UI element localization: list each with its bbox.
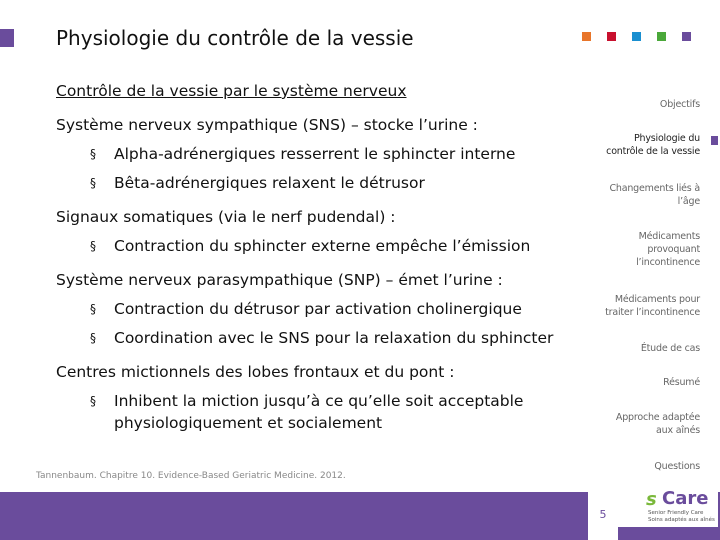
bullet-item [56, 172, 596, 194]
section-heading: Système nerveux sympathique (SNS) – stocke l’urine : [56, 116, 478, 134]
nav-item-approche[interactable]: Approche adaptée aux aînés [615, 412, 700, 436]
square-blue [632, 32, 641, 41]
bullet-marker: § [90, 239, 96, 253]
bullet-item [56, 390, 596, 434]
bullet-item [56, 143, 596, 165]
bullet-text: Coordination avec le SNS pour la relaxation du sphincter [114, 329, 554, 347]
bullet-text: Contraction du sphincter externe empêche l’émission [114, 237, 531, 255]
bullet-item [56, 298, 596, 320]
bullet-item [56, 235, 596, 257]
bullet-text: Inhibent la miction jusqu’à ce qu’elle soit acceptable physiologiquement et socialement [114, 392, 524, 432]
bullet-marker: § [90, 147, 96, 161]
bullet-marker: § [90, 176, 96, 190]
nav-item-physiologie[interactable]: Physiologie du contrôle de la vessie [606, 133, 700, 157]
section-centres [56, 361, 596, 434]
active-nav-marker [711, 136, 718, 145]
bullet-text: Bêta-adrénergiques relaxent le détrusor [114, 174, 425, 192]
logo-tagline-fr: Soins adaptés aux aînés [648, 517, 715, 523]
bullet-text: Contraction du détrusor par activation cholinergique [114, 300, 522, 318]
logo-name: Care [662, 488, 709, 509]
logo-tagline-en: Senior Friendly Care [648, 510, 704, 516]
citation: Tannenbaum. Chapitre 10. Evidence-Based Geriatric Medicine. 2012. [36, 471, 346, 481]
square-red [607, 32, 616, 41]
square-green [657, 32, 666, 41]
square-purple [682, 32, 691, 41]
color-squares [582, 32, 691, 41]
logo-mark: s [646, 489, 657, 510]
bullet-marker: § [90, 394, 96, 408]
nav-item-objectifs[interactable]: Objectifs [659, 99, 700, 110]
nav-item-questions[interactable]: Questions [654, 461, 700, 472]
nav-item-medicaments-provoquant[interactable]: Médicaments provoquant l’incontinence [636, 231, 700, 268]
slide-subtitle: Contrôle de la vessie par le système nerveux [56, 82, 407, 100]
bullet-item [56, 327, 596, 349]
nav-item-resume[interactable]: Résumé [663, 377, 700, 388]
slide-title: Physiologie du contrôle de la vessie [56, 26, 414, 50]
slide-content [56, 114, 596, 446]
bullet-text: Alpha-adrénergiques resserrent le sphincter interne [114, 145, 516, 163]
section-somatic [56, 206, 596, 257]
nav-item-etude-de-cas[interactable]: Étude de cas [640, 343, 700, 354]
title-marker [0, 29, 14, 47]
section-heading: Centres mictionnels des lobes frontaux et du pont : [56, 363, 455, 381]
section-heading: Signaux somatiques (via le nerf pudendal) : [56, 208, 396, 226]
section-snp [56, 269, 596, 349]
bullet-marker: § [90, 331, 96, 345]
nav-item-medicaments-traiter[interactable]: Médicaments pour traiter l’incontinence [605, 294, 700, 318]
section-heading: Système nerveux parasympathique (SNP) – émet l’urine : [56, 271, 503, 289]
page-number: 5 [599, 508, 607, 521]
section-sns [56, 114, 596, 194]
square-orange [582, 32, 591, 41]
sicare-logo [618, 485, 718, 527]
nav-item-changements[interactable]: Changements liés à l’âge [609, 183, 700, 207]
bullet-marker: § [90, 302, 96, 316]
